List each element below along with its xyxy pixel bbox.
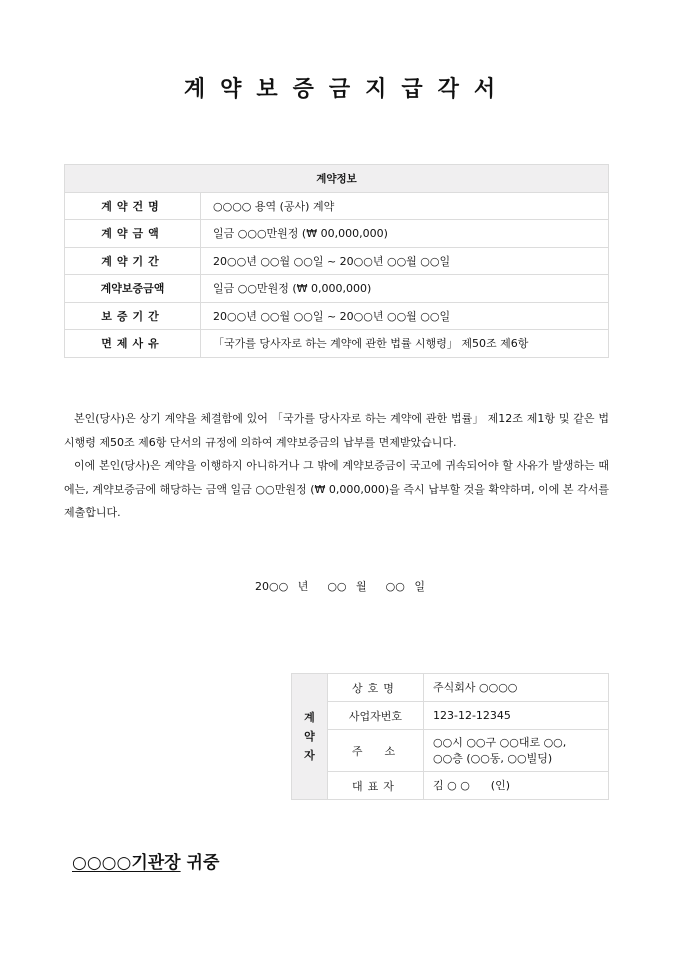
guarantee-period-label: 보증기간 xyxy=(65,302,201,330)
table-row xyxy=(65,220,609,248)
pledge-paragraph-1: 본인(당사)은 상기 계약을 체결함에 있어 「국가를 당사자로 하는 계약에 관한 법률」 제12조 제1항 및 같은 법 시행령 제50조 제6항 단서의 규정에 의하여 계약보증금의 납부를 면제받았습니다. xyxy=(64,412,609,449)
side-char: 자 xyxy=(304,749,315,762)
table-row xyxy=(65,302,609,330)
table-row xyxy=(65,330,609,358)
side-char: 계 xyxy=(304,711,315,724)
table-row xyxy=(65,275,609,303)
table-row xyxy=(292,730,609,772)
pledge-body xyxy=(64,407,609,525)
side-char: 약 xyxy=(304,730,315,743)
recipient xyxy=(72,848,219,873)
company-name-value: 주식회사 ○○○○ xyxy=(424,674,609,702)
table-row xyxy=(292,772,609,800)
document-title: 계약보증금지급각서 xyxy=(183,77,511,102)
contract-amount-value: 일금 ○○○만원정 (₩ 00,000,000) xyxy=(201,220,609,248)
recipient-org: ○○○○기관장 xyxy=(72,853,181,873)
contract-name-label: 계약건명 xyxy=(65,192,201,220)
contract-info-header: 계약정보 xyxy=(65,165,609,193)
address-label: 주소 xyxy=(328,730,424,772)
contractor-table xyxy=(291,673,609,800)
address-line-2: ○○층 (○○동, ○○빌딩) xyxy=(433,751,553,765)
address-value xyxy=(424,730,609,772)
pledge-paragraph-2: 이에 본인(당사)은 계약을 이행하지 아니하거나 그 밖에 계약보증금이 국고에 귀속되어야 할 사유가 발생하는 때에는, 계약보증금에 해당하는 금액 일금 ○○만원정 (₩ 0,000,000)을 즉시 납부할 것을 확약하며, 이에 본 각서를 제출합니다. xyxy=(64,459,609,519)
address-line-1: ○○시 ○○구 ○○대로 ○○, xyxy=(433,735,567,749)
table-row xyxy=(292,702,609,730)
representative-label: 대표자 xyxy=(328,772,424,800)
business-number-label: 사업자번호 xyxy=(328,702,424,730)
table-row xyxy=(292,674,609,702)
contract-period-label: 계약기간 xyxy=(65,247,201,275)
business-number-value: 123-12-12345 xyxy=(424,702,609,730)
exemption-reason-value: 「국가를 당사자로 하는 계약에 관한 법률 시행령」 제50조 제6항 xyxy=(201,330,609,358)
contract-period-value: 20○○년 ○○월 ○○일 ~ 20○○년 ○○월 ○○일 xyxy=(201,247,609,275)
document-date: 20○○ 년 ○○ 월 ○○ 일 xyxy=(255,580,425,593)
contract-amount-label: 계약금액 xyxy=(65,220,201,248)
representative-value: 김 ○ ○ (인) xyxy=(424,772,609,800)
deposit-amount-value: 일금 ○○만원정 (₩ 0,000,000) xyxy=(201,275,609,303)
contract-info-table xyxy=(64,164,609,358)
contract-name-value: ○○○○ 용역 (공사) 계약 xyxy=(201,192,609,220)
exemption-reason-label: 면제사유 xyxy=(65,330,201,358)
company-name-label: 상호명 xyxy=(328,674,424,702)
table-row xyxy=(65,192,609,220)
deposit-amount-label: 계약보증금액 xyxy=(65,275,201,303)
table-row xyxy=(65,247,609,275)
guarantee-period-value: 20○○년 ○○월 ○○일 ~ 20○○년 ○○월 ○○일 xyxy=(201,302,609,330)
contractor-side-label xyxy=(292,674,328,800)
recipient-suffix: 귀중 xyxy=(180,853,220,873)
